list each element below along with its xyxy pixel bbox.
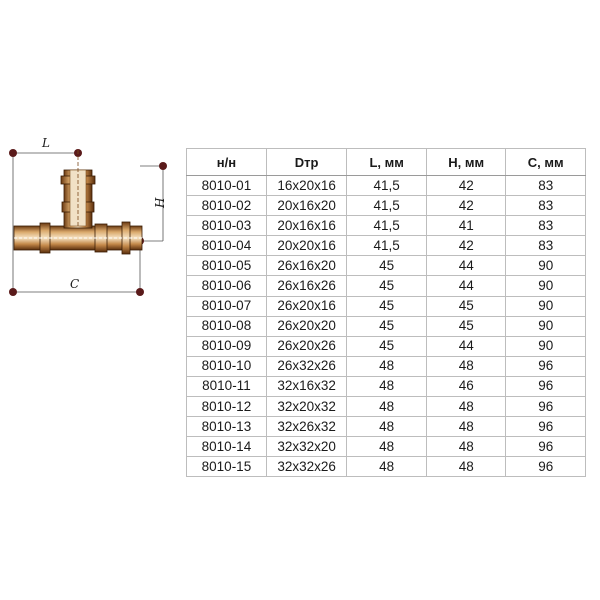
table-row xyxy=(187,216,586,236)
table-cell: 8010-01 xyxy=(187,176,267,196)
table-row xyxy=(187,176,586,196)
table-row xyxy=(187,376,586,396)
table-cell: 48 xyxy=(426,356,505,376)
table-cell: 8010-07 xyxy=(187,296,267,316)
table-cell: 48 xyxy=(347,376,427,396)
table-cell: 48 xyxy=(347,457,427,477)
table-cell: 90 xyxy=(506,296,586,316)
table-cell: 48 xyxy=(347,397,427,417)
table-cell: 96 xyxy=(506,356,586,376)
table-cell: 96 xyxy=(506,457,586,477)
table-cell: 8010-06 xyxy=(187,276,267,296)
spec-table-header xyxy=(187,149,586,176)
table-cell: 26x16x26 xyxy=(266,276,346,296)
table-cell: 44 xyxy=(426,276,505,296)
table-row xyxy=(187,196,586,216)
tee-fitting-drawing xyxy=(0,120,180,310)
table-cell: 48 xyxy=(426,437,505,457)
column-header: н/н xyxy=(187,149,267,176)
table-row xyxy=(187,316,586,336)
table-cell: 41,5 xyxy=(347,236,427,256)
table-cell: 83 xyxy=(506,196,586,216)
column-header: Dтр xyxy=(266,149,346,176)
spec-table xyxy=(186,148,586,477)
table-cell: 8010-11 xyxy=(187,376,267,396)
table-cell: 16x20x16 xyxy=(266,176,346,196)
table-cell: 48 xyxy=(426,457,505,477)
table-cell: 32x32x26 xyxy=(266,457,346,477)
table-cell: 48 xyxy=(426,397,505,417)
table-row xyxy=(187,417,586,437)
table-cell: 45 xyxy=(347,296,427,316)
table-row xyxy=(187,296,586,316)
table-cell: 44 xyxy=(426,336,505,356)
table-cell: 20x20x16 xyxy=(266,236,346,256)
table-cell: 46 xyxy=(426,376,505,396)
table-cell: 8010-08 xyxy=(187,316,267,336)
table-cell: 32x26x32 xyxy=(266,417,346,437)
table-cell: 8010-04 xyxy=(187,236,267,256)
table-cell: 8010-12 xyxy=(187,397,267,417)
table-cell: 48 xyxy=(347,356,427,376)
table-cell: 32x32x20 xyxy=(266,437,346,457)
column-header: L, мм xyxy=(347,149,427,176)
table-cell: 8010-15 xyxy=(187,457,267,477)
table-cell: 26x20x20 xyxy=(266,316,346,336)
table-cell: 41 xyxy=(426,216,505,236)
table-row xyxy=(187,457,586,477)
table-cell: 26x16x20 xyxy=(266,256,346,276)
table-cell: 8010-03 xyxy=(187,216,267,236)
table-cell: 42 xyxy=(426,196,505,216)
table-cell: 26x20x16 xyxy=(266,296,346,316)
table-cell: 8010-14 xyxy=(187,437,267,457)
table-cell: 48 xyxy=(426,417,505,437)
table-cell: 8010-10 xyxy=(187,356,267,376)
table-cell: 45 xyxy=(347,256,427,276)
table-cell: 26x32x26 xyxy=(266,356,346,376)
table-cell: 96 xyxy=(506,376,586,396)
table-cell: 48 xyxy=(347,437,427,457)
table-cell: 41,5 xyxy=(347,176,427,196)
table-cell: 42 xyxy=(426,236,505,256)
table-cell: 45 xyxy=(347,276,427,296)
table-row xyxy=(187,276,586,296)
dim-label-H: H xyxy=(153,197,167,208)
table-cell: 8010-05 xyxy=(187,256,267,276)
table-cell: 90 xyxy=(506,336,586,356)
table-cell: 8010-02 xyxy=(187,196,267,216)
table-cell: 41,5 xyxy=(347,196,427,216)
table-row xyxy=(187,236,586,256)
table-row xyxy=(187,397,586,417)
table-cell: 90 xyxy=(506,276,586,296)
header-row xyxy=(187,149,586,176)
tee-branch xyxy=(61,150,95,228)
table-cell: 20x16x20 xyxy=(266,196,346,216)
table-cell: 83 xyxy=(506,216,586,236)
table-cell: 96 xyxy=(506,417,586,437)
table-cell: 8010-09 xyxy=(187,336,267,356)
table-cell: 32x20x32 xyxy=(266,397,346,417)
table-row xyxy=(187,437,586,457)
table-cell: 45 xyxy=(426,316,505,336)
table-cell: 90 xyxy=(506,256,586,276)
table-cell: 83 xyxy=(506,236,586,256)
table-cell: 41,5 xyxy=(347,216,427,236)
table-cell: 83 xyxy=(506,176,586,196)
dim-label-L: L xyxy=(42,136,50,150)
table-cell: 45 xyxy=(347,336,427,356)
table-cell: 20x16x16 xyxy=(266,216,346,236)
table-cell: 45 xyxy=(426,296,505,316)
table-cell: 45 xyxy=(347,316,427,336)
table-cell: 42 xyxy=(426,176,505,196)
table-cell: 32x16x32 xyxy=(266,376,346,396)
table-cell: 44 xyxy=(426,256,505,276)
table-cell: 96 xyxy=(506,437,586,457)
table-cell: 96 xyxy=(506,397,586,417)
table-row xyxy=(187,356,586,376)
table-cell: 48 xyxy=(347,417,427,437)
table-row xyxy=(187,336,586,356)
table-row xyxy=(187,256,586,276)
dim-label-C: C xyxy=(70,277,80,291)
table-cell: 26x20x26 xyxy=(266,336,346,356)
table-cell: 90 xyxy=(506,316,586,336)
column-header: C, мм xyxy=(506,149,586,176)
column-header: H, мм xyxy=(426,149,505,176)
table-cell: 8010-13 xyxy=(187,417,267,437)
spec-table-body xyxy=(187,176,586,477)
